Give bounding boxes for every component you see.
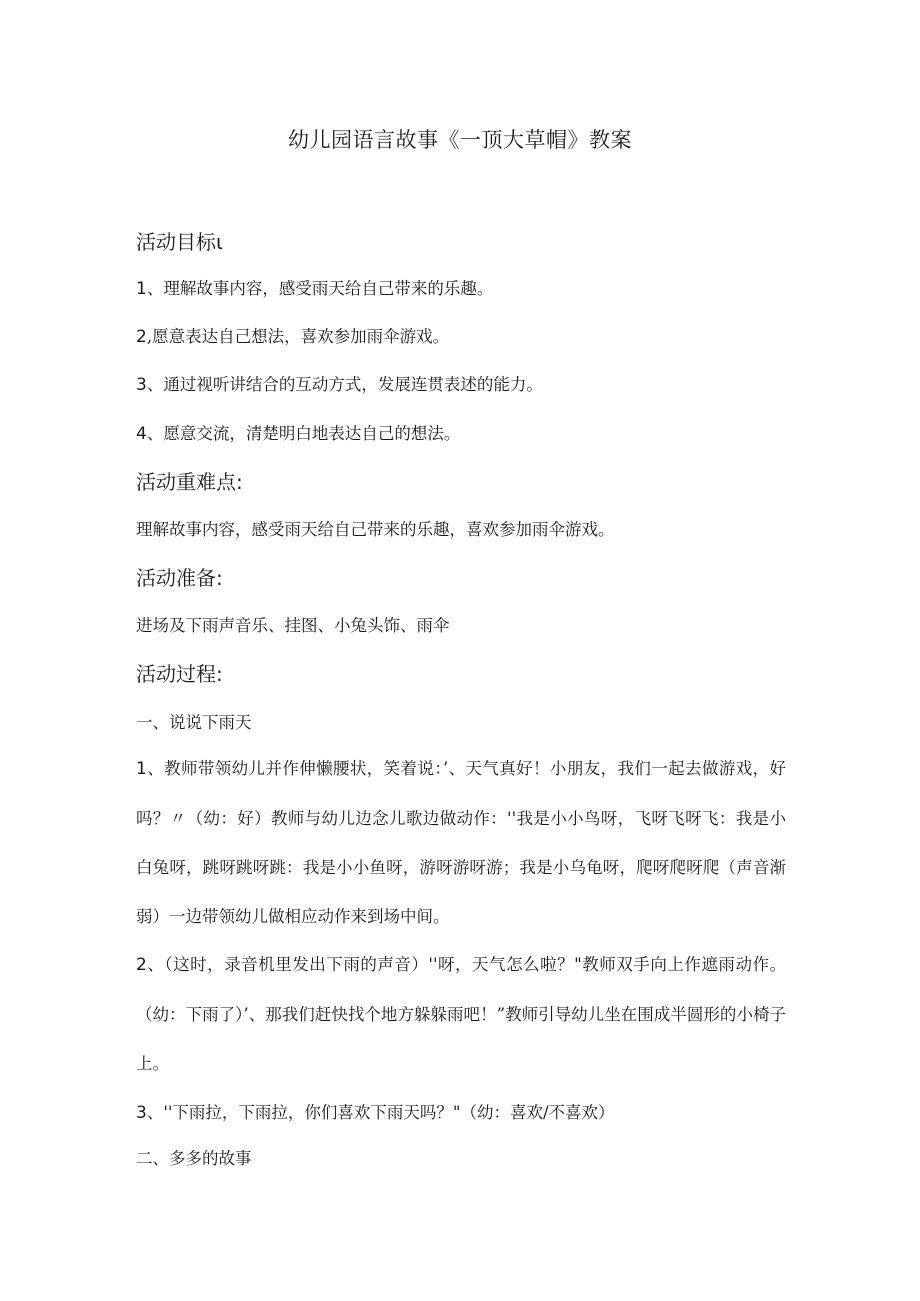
preparation-text: 进场及下雨声音乐、挂图、小兔头饰、雨伞	[136, 616, 450, 635]
goal-text: 、理解故事内容，感受雨天给自己带来的乐趣。	[146, 279, 494, 298]
goals-heading: 活动目标ι	[136, 230, 223, 254]
goal-number: 4	[136, 424, 147, 444]
goal-number: 3	[136, 375, 147, 395]
section-title: 二、多多的故事	[136, 1149, 252, 1168]
process-step	[136, 940, 786, 1088]
process-step	[136, 744, 786, 941]
step-number: 1	[136, 759, 147, 779]
preparation-heading: 活动准备:	[136, 566, 223, 590]
step-text: 、''下雨拉，下雨拉，你们喜欢下雨天吗？"（幼：喜欢/不喜欢）	[146, 1103, 615, 1122]
step-text: 、（这时，录音机里发出下雨的声音）''呀，天气怎么啦？"教师双手向上作遮雨动作。（幼：下雨了）’、那我们赶快找个地方躲躲雨吧！”教师引导幼儿坐在围成半圆形的小椅子上。	[136, 955, 786, 1073]
goal-item	[136, 420, 460, 444]
process-heading: 活动过程:	[136, 662, 223, 686]
goal-number: 1	[136, 279, 147, 299]
goal-text: ,愿意表达自己想法，喜欢参加雨伞游戏。	[146, 327, 450, 346]
goal-item	[136, 275, 493, 299]
key-points-text: 理解故事内容，感受雨天给自己带来的乐趣，喜欢参加雨伞游戏。	[136, 520, 615, 539]
process-step	[136, 1099, 615, 1123]
step-number: 2	[136, 955, 147, 975]
step-number: 3	[136, 1103, 147, 1123]
section-title: 一、说说下雨天	[136, 713, 252, 732]
step-text: 、教师带领幼儿并作伸懒腰状，笑着说：’、天气真好！小朋友，我们一起去做游戏，好吗？〃（幼：好）教师与幼儿边念儿歌边做动作：''我是小小鸟呀，飞呀飞呀飞：我是小白兔呀，跳呀跳呀跳：我是小小鱼呀，游呀游呀游；我是小乌龟呀，爬呀爬呀爬（声音渐弱）一边带领幼儿做相应动作来到场中间。	[136, 759, 786, 926]
goal-number: 2	[136, 327, 147, 347]
goal-text: 、愿意交流，清楚明白地表达自己的想法。	[146, 424, 461, 443]
goal-item	[136, 323, 449, 347]
page-title: 幼儿园语言故事《一顶大草帽》教案	[288, 128, 632, 152]
key-points-heading: 活动重难点:	[136, 470, 243, 494]
goal-item	[136, 371, 543, 395]
goal-text: 、通过视听讲结合的互动方式，发展连贯表述的能力。	[146, 375, 543, 394]
